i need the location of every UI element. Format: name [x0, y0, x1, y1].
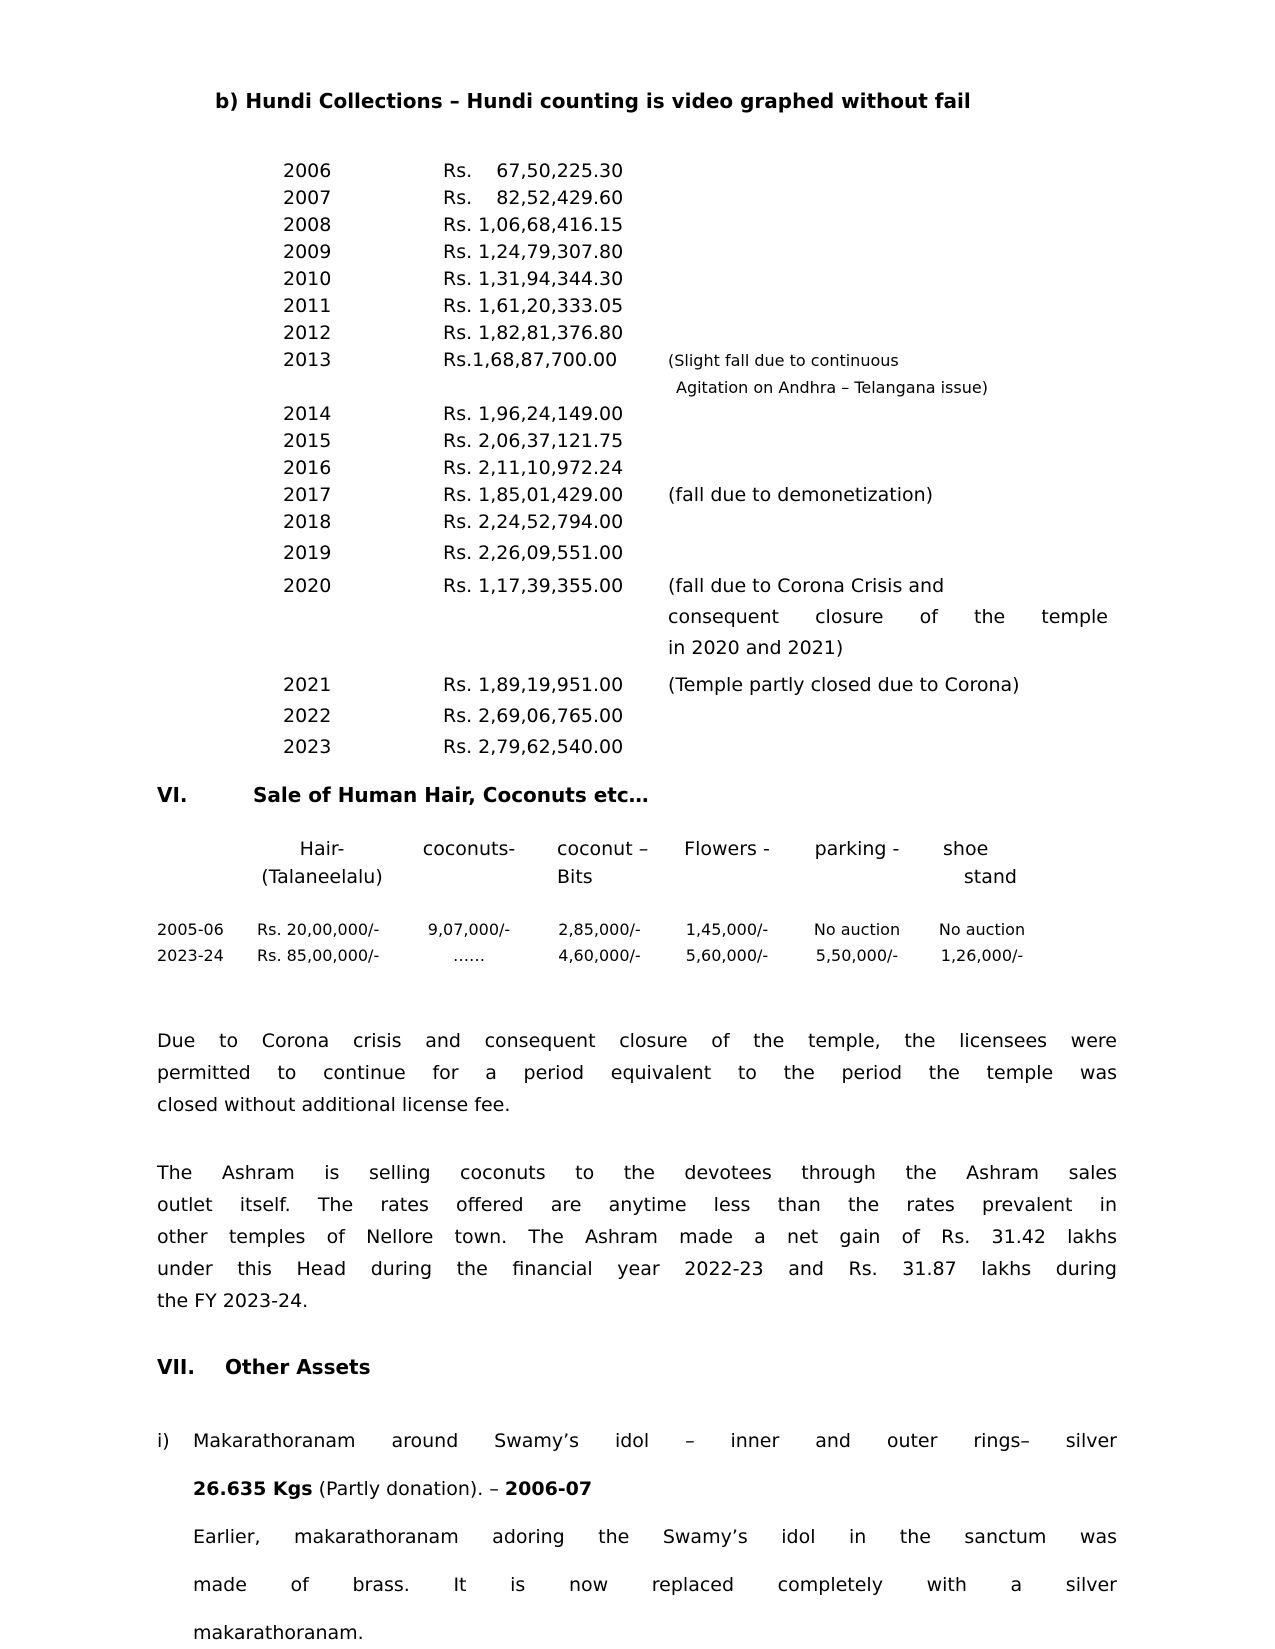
sales-col-coconut-bits-header [527, 835, 652, 891]
hundi-row [283, 428, 1117, 455]
other-assets-item-i [157, 1417, 1117, 1649]
hundi-amount: Rs. 82,52,429.60 [443, 187, 624, 209]
section-vi-number: VI. [157, 783, 188, 807]
sales-year: 2023-24 [157, 946, 224, 965]
sales-hair: Rs. 85,00,000/- [257, 946, 380, 965]
paragraph-line: other temples of Nellore town. The Ashram made a net gain of Rs. 31.42 lakhs [157, 1226, 1117, 1248]
hundi-year: 2017 [283, 484, 332, 506]
paragraph-ashram-coconuts [157, 1157, 1117, 1317]
hundi-amount: Rs. 67,50,225.30 [443, 160, 624, 182]
hundi-row [283, 734, 1117, 761]
item-body [193, 1417, 1117, 1649]
paragraph-corona-license [157, 1025, 1117, 1121]
hundi-amount: Rs. 1,89,19,951.00 [443, 674, 624, 696]
sales-year: 2005-06 [157, 920, 224, 939]
hundi-year: 2016 [283, 457, 332, 479]
item-paragraph-line: made of brass. It is now replaced completely with a silver [193, 1574, 1117, 1596]
hundi-row [283, 509, 1117, 536]
hundi-year: 2008 [283, 214, 332, 236]
sales-col-year-header [157, 835, 247, 891]
hundi-year: 2015 [283, 430, 332, 452]
section-vii-heading [157, 1353, 1117, 1381]
hundi-amount: Rs. 1,61,20,333.05 [443, 295, 624, 317]
hundi-amount: Rs. 1,24,79,307.80 [443, 241, 624, 263]
hundi-year: 2020 [283, 575, 332, 597]
shoe-header-line2: stand [963, 866, 1017, 888]
hundi-note [668, 347, 1108, 401]
sales-table [157, 835, 1117, 969]
hundi-year: 2006 [283, 160, 332, 182]
hundi-collections-list [283, 158, 1117, 761]
hundi-row [283, 703, 1117, 730]
bits-header-line1: coconut – [557, 838, 649, 860]
paragraph-line: Due to Corona crisis and consequent closure of the temple, the licensees were [157, 1030, 1117, 1052]
hundi-note: (Temple partly closed due to Corona) [668, 674, 1020, 696]
hundi-amount: Rs. 1,96,24,149.00 [443, 403, 624, 425]
hundi-row [283, 158, 1117, 185]
paragraph-line: under this Head during the financial year 2022-23 and Rs. 31.87 lakhs during [157, 1258, 1117, 1280]
hundi-row [283, 540, 1117, 567]
hundi-amount: Rs. 1,06,68,416.15 [443, 214, 624, 236]
hundi-row [283, 212, 1117, 239]
sales-flowers: 1,45,000/- [685, 920, 769, 939]
hundi-amount: Rs. 1,17,39,355.00 [443, 575, 624, 597]
hundi-amount: Rs. 2,69,06,765.00 [443, 705, 624, 727]
sales-coconuts: …… [453, 946, 485, 965]
sales-col-coconuts-header: coconuts- [422, 838, 516, 860]
hair-header-line1: Hair- [299, 838, 345, 860]
sales-col-shoe-stand-header [912, 835, 1042, 891]
item-line-weights [193, 1465, 1117, 1513]
paragraph-line: the FY 2023-24. [157, 1290, 309, 1312]
table-row [157, 917, 1117, 943]
section-vii-title: Other Assets [225, 1355, 371, 1379]
hundi-year: 2007 [283, 187, 332, 209]
sales-hair: Rs. 20,00,000/- [257, 920, 380, 939]
sales-table-body [157, 917, 1117, 969]
item-line: Makarathoranam around Swamy’s idol – inner and outer rings– silver [193, 1430, 1117, 1452]
hundi-amount: Rs. 2,11,10,972.24 [443, 457, 624, 479]
hundi-year: 2014 [283, 403, 332, 425]
hundi-amount: Rs. 1,31,94,344.30 [443, 268, 624, 290]
sales-parking: 5,50,000/- [815, 946, 899, 965]
sales-coconuts: 9,07,000/- [427, 920, 511, 939]
sales-parking: No auction [813, 920, 901, 939]
hundi-row [283, 293, 1117, 320]
hundi-row [283, 672, 1117, 699]
hundi-row [283, 266, 1117, 293]
hundi-year: 2011 [283, 295, 332, 317]
hundi-row [283, 347, 1117, 401]
hundi-amount: Rs. 1,85,01,429.00 [443, 484, 624, 506]
page-title: b) Hundi Collections – Hundi counting is video graphed without fail [215, 89, 971, 113]
hundi-amount: Rs. 2,26,09,551.00 [443, 542, 624, 564]
hundi-year: 2012 [283, 322, 332, 344]
hundi-row [283, 239, 1117, 266]
hundi-row [283, 482, 1117, 509]
paragraph-line: closed without additional license fee. [157, 1094, 511, 1116]
paragraph-line: outlet itself. The rates offered are anytime less than the rates prevalent in [157, 1194, 1117, 1216]
shoe-header-line1: shoe [943, 838, 989, 860]
sales-col-flowers-header: Flowers - [684, 838, 770, 860]
section-vii-number: VII. [157, 1355, 195, 1379]
section-vi-heading [157, 781, 1117, 809]
sales-flowers: 5,60,000/- [685, 946, 769, 965]
hundi-note-line: Agitation on Andhra – Telangana issue) [676, 378, 988, 397]
item-paragraph-line: Earlier, makarathoranam adoring the Swamy’s idol in the sanctum was [193, 1526, 1117, 1548]
hundi-year: 2009 [283, 241, 332, 263]
table-row [157, 943, 1117, 969]
hundi-amount: Rs. 2,24,52,794.00 [443, 511, 624, 533]
item-paragraph-line: makarathoranam. [193, 1622, 364, 1644]
hundi-row [283, 571, 1117, 664]
hundi-year: 2023 [283, 736, 332, 758]
hundi-note: (fall due to demonetization) [668, 484, 934, 506]
hundi-amount: Rs. 2,06,37,121.75 [443, 430, 624, 452]
hundi-amount: Rs. 1,82,81,376.80 [443, 322, 624, 344]
hundi-note [668, 571, 1108, 664]
hundi-note-line: in 2020 and 2021) [668, 637, 844, 659]
hundi-note-line: (Slight fall due to continuous [668, 351, 899, 370]
sales-shoe-stand: 1,26,000/- [940, 946, 1024, 965]
hundi-year: 2019 [283, 542, 332, 564]
hundi-year: 2013 [283, 349, 332, 371]
hundi-row [283, 455, 1117, 482]
hundi-year: 2010 [283, 268, 332, 290]
paragraph-line: The Ashram is selling coconuts to the devotees through the Ashram sales [157, 1162, 1117, 1184]
paragraph-line: permitted to continue for a period equivalent to the period the temple was [157, 1062, 1117, 1084]
section-vi-title: Sale of Human Hair, Coconuts etc… [253, 783, 649, 807]
hundi-amount: Rs. 2,79,62,540.00 [443, 736, 624, 758]
item-marker: i) [157, 1430, 170, 1452]
sales-col-hair-header [247, 835, 397, 891]
sales-coconut-bits: 4,60,000/- [558, 946, 641, 965]
sales-table-header [157, 835, 1117, 891]
bits-header-line2: Bits [557, 866, 593, 888]
hundi-year: 2018 [283, 511, 332, 533]
hundi-row [283, 185, 1117, 212]
hundi-amount: Rs.1,68,87,700.00 [443, 349, 618, 371]
sales-coconut-bits: 2,85,000/- [558, 920, 641, 939]
item-weight-mid: (Partly donation). – [312, 1478, 505, 1500]
item-year-bold: 2006-07 [504, 1478, 593, 1500]
item-weight-bold: 26.635 Kgs [193, 1478, 313, 1500]
hundi-row [283, 320, 1117, 347]
hundi-note-line: (fall due to Corona Crisis and [668, 575, 945, 597]
sales-shoe-stand: No auction [938, 920, 1026, 939]
hundi-year: 2021 [283, 674, 332, 696]
sales-col-parking-header: parking - [814, 838, 900, 860]
hundi-row [283, 401, 1117, 428]
hair-header-line2: (Talaneelalu) [261, 866, 383, 888]
hundi-year: 2022 [283, 705, 332, 727]
hundi-note-line: consequent closure of the temple [668, 606, 1108, 628]
